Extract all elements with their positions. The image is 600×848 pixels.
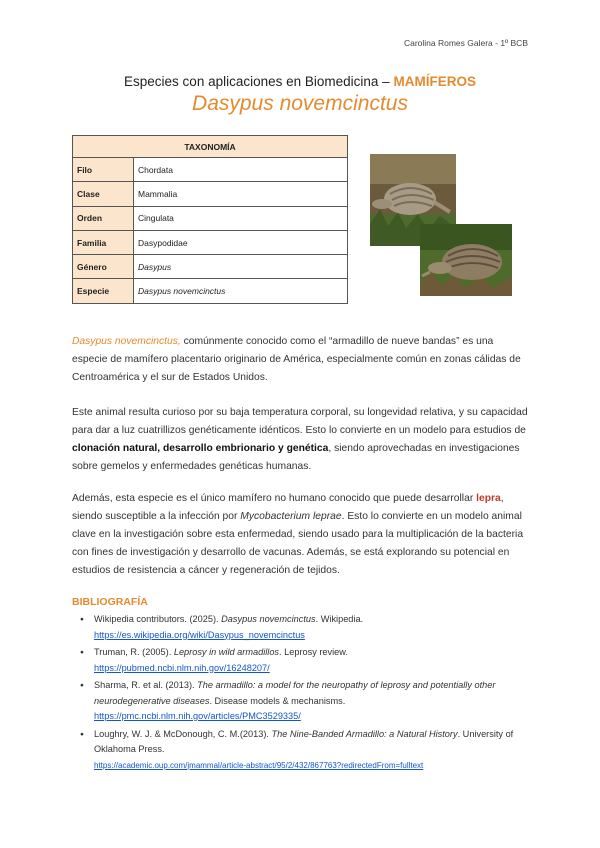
rank-label: Clase: [73, 182, 134, 206]
ref-link[interactable]: https://pmc.ncbi.nlm.nih.gov/articles/PMC3529335/: [94, 711, 301, 721]
curiosities-text: Este animal resulta curioso por su baja temperatura corporal, su longevidad relativa, y su capacidad para dar a luz cuatrillizos genéticamente idénticos. Esto lo convierte en un modelo para estudios de: [72, 407, 528, 436]
table-row: [73, 230, 348, 254]
ref-link[interactable]: https://pubmed.ncbi.nlm.nih.gov/16248207/: [94, 662, 270, 673]
document-title: [0, 74, 600, 89]
taxonomy-table: [72, 135, 348, 304]
table-row: [73, 206, 348, 230]
rank-value: Dasypodidae: [134, 230, 348, 254]
species-title: Dasypus novemcinctus: [192, 92, 408, 115]
highlight-leprosy: lepra: [476, 493, 501, 504]
bacteria-name: Mycobacterium leprae: [240, 511, 342, 522]
rank-value: Chordata: [134, 158, 348, 182]
ref-authors: Wikipedia contributors. (2025).: [94, 614, 222, 624]
page-header-author: Carolina Romes Galera - 1º BCB: [403, 38, 528, 48]
rank-value: Dasypus: [134, 255, 348, 279]
rank-value: Mammalia: [134, 182, 348, 206]
rank-label: Familia: [73, 230, 134, 254]
table-row: [73, 158, 348, 182]
title-accent: MAMÍFEROS: [393, 74, 476, 89]
paragraph-leprosy: [72, 490, 528, 580]
leprosy-text: Además, esta especie es el único mamífero no humano conocido que puede desarrollar: [72, 493, 477, 504]
ref-authors: Truman, R. (2005).: [94, 647, 174, 657]
rank-label: Filo: [73, 158, 134, 182]
rank-label: Especie: [73, 279, 134, 303]
leprosy-text-mid: , siendo susceptible a la infección por: [72, 493, 504, 522]
highlight-studies: clonación natural, desarrollo embrionario y genética: [72, 443, 329, 454]
ref-title: The Nine-Banded Armadillo: a Natural History: [271, 728, 458, 739]
rank-value: Dasypus novemcinctus: [134, 279, 348, 303]
ref-authors: Loughry, W. J. & McDonough, C. M.(2013).: [94, 728, 272, 739]
paragraph-curiosities: [72, 404, 528, 476]
rank-label: Género: [73, 255, 134, 279]
leprosy-text-end: . Esto lo convierte en un modelo animal clave en la investigación sobre esta enfermedad, siendo usado para la multiplicación de la bacteria con fines de investigación y desarrollo de vacunas. Además, se está explorando su potencial en estudios de resistencia a cáncer y regeneración de tejidos.: [72, 511, 524, 576]
table-row: [73, 182, 348, 206]
bibliography-heading: BIBLIOGRAFÍA: [72, 596, 148, 608]
ref-title: The armadillo: a model for the neuropathy of leprosy and potentially other neurodegenerative diseases: [94, 680, 496, 706]
armadillo-photo-2: [420, 224, 512, 296]
ref-authors: Sharma, R. et al. (2013).: [94, 680, 198, 690]
list-item: [94, 645, 544, 676]
ref-link[interactable]: https://academic.oup.com/jmammal/article-abstract/95/2/432/867763?redirectedFrom=fulltext: [94, 760, 424, 770]
species-mention: Dasypus novemcinctus,: [72, 336, 181, 347]
title-prefix: Especies con aplicaciones en Biomedicina –: [124, 74, 394, 89]
rank-value: Cingulata: [134, 206, 348, 230]
ref-source: . University of Oklahoma Press.: [94, 728, 514, 754]
ref-source: . Disease models & mechanisms.: [209, 695, 346, 706]
ref-title: Leprosy in wild armadillos: [173, 647, 280, 657]
list-item: [94, 727, 544, 774]
curiosities-text-end: , siendo aprovechadas en investigaciones sobre gemelos y enfermedades genéticas humanas.: [72, 443, 520, 472]
bibliography-list: [72, 612, 544, 775]
list-item: [94, 678, 544, 725]
rank-label: Orden: [73, 206, 134, 230]
table-row: [73, 279, 348, 303]
paragraph-intro: [72, 333, 528, 387]
ref-source: . Leprosy review.: [279, 647, 348, 657]
list-item: [94, 612, 544, 643]
ref-title: Dasypus novemcinctus: [221, 614, 316, 624]
intro-text: comúnmente conocido como el “armadillo de nueve bandas” es una especie de mamífero placentario originario de América, especialmente común en zonas cálidas de Centroamérica y el sur de Estados Unidos.: [72, 336, 521, 383]
table-row: [73, 255, 348, 279]
ref-source: . Wikipedia.: [315, 614, 364, 624]
ref-link[interactable]: https://es.wikipedia.org/wiki/Dasypus_novemcinctus: [94, 629, 305, 640]
taxonomy-heading: TAXONOMÍA: [73, 136, 348, 158]
